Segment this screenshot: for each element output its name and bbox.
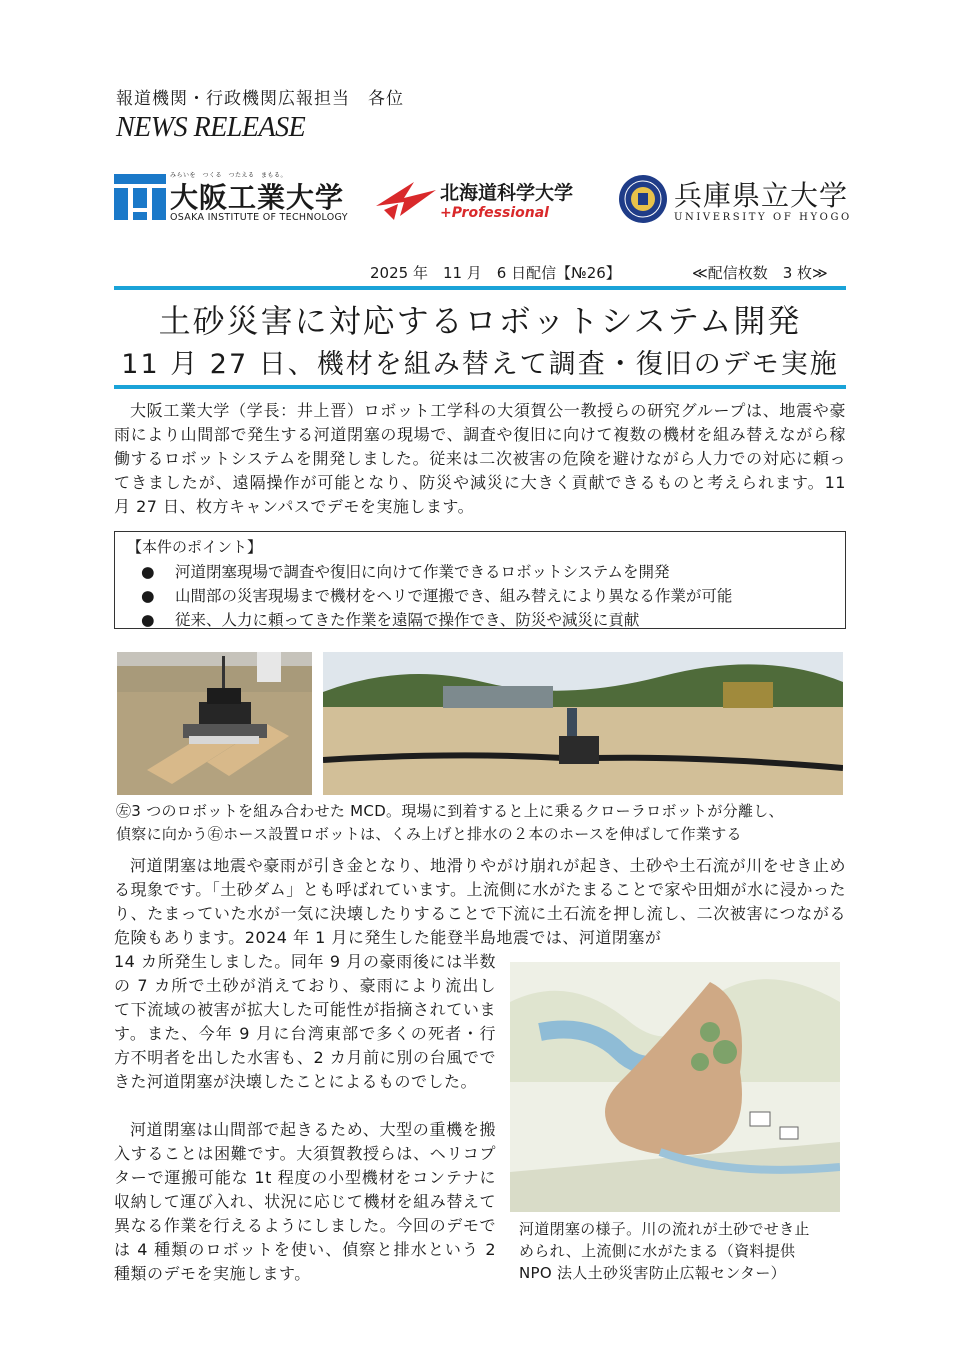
page-count: ≪配信枚数 3 枚≫ xyxy=(692,264,828,282)
intro-paragraph: 大阪工業大学（学長：井上晋）ロボット工学科の大須賀公一教授らの研究グループは、地震や豪雨により山間部で発生する河道閉塞の現場で、調査や復旧に向けて複数の機材を組み替えながら稼働するロボットシステムを開発しました。従来は二次被害の危険を避けながら人力での対応に頼ってきましたが、遠隔操作が可能となり、防災や減災に大きく貢献できるものと考えられます。11 月 27 日、枚方キャンパスでデモを実施します。 xyxy=(114,401,846,516)
body-paragraph-3: 河道閉塞は山間部で起きるため、大型の重機を搬入することは困難です。大須賀教授らは、ヘリコプターで運搬可能な 1t 程度の小型機材をコンテナに収納して運び入れ、状況に応じて機材を組み替えて異なる作業を行えるようにしました。今回のデモでは 4 種類のロボットを使い、偵察と排水という 2 種類のデモを実施します。 xyxy=(114,1120,496,1283)
oit-name-en: OSAKA INSTITUTE OF TECHNOLOGY xyxy=(170,212,348,223)
body-paragraph-1: 河道閉塞は地震や豪雨が引き金となり、地滑りやがけ崩れが起き、土砂や土石流が川をせき止める現象です。「土砂ダム」とも呼ばれています。上流側に水がたまることで家や田畑が水に浸かったり、たまっていた水が一気に決壊したりすることで下流に土石流を押し流し、二次被害につながる危険もあります。2024 年 1 月に発生した能登半島地震では、河道閉塞が xyxy=(114,856,846,947)
key-point-item: ● 河道閉塞現場で調査や復旧に向けて作業できるロボットシステムを開発 xyxy=(141,563,670,581)
hsu-sub: +Professional xyxy=(440,205,549,221)
hsu-bird-icon xyxy=(374,176,438,224)
landslide-dam-illustration xyxy=(510,962,840,1212)
bullet-icon: ● xyxy=(141,563,155,581)
body-paragraph-2: 14 カ所発生しました。同年 9 月の豪雨後には半数の 7 カ所で土砂が消えており、豪雨により流出して下流域の被害が拡大した可能性が指摘されています。また、今年 9 月に台湾東部で多くの死者・行方不明者を出した水害も、2 カ月前に別の台風でできた河道閉塞が決壊したことによるものでした。 xyxy=(114,952,496,1091)
title-rule-top xyxy=(114,286,846,290)
uh-name-en: UNIVERSITY OF HYOGO xyxy=(674,212,852,223)
bullet-icon: ● xyxy=(141,587,155,605)
key-point-item: ● 従来、人力に頼ってきた作業を遠隔で操作でき、防災や減災に貢献 xyxy=(141,611,640,629)
key-points-box xyxy=(114,531,846,629)
distribution-date: 2025 年 11 月 6 日配信【№26】 xyxy=(370,264,621,282)
news-release-heading: NEWS RELEASE xyxy=(116,112,306,143)
key-points-heading: 【本件のポイント】 xyxy=(127,538,263,556)
hsu-logo xyxy=(374,172,584,228)
oit-name: 大阪工業大学 xyxy=(170,181,345,214)
illustration-caption: 河道閉塞の様子。川の流れが土砂でせき止 められ、上流側に水がたまる（資料提供 NPO 法人土砂災害防止広報センター） xyxy=(519,1220,810,1282)
uh-logo xyxy=(618,172,852,228)
sub-title: 11 月 27 日、機材を組み替えて調査・復旧のデモ実施 xyxy=(121,349,839,380)
photo-caption: ㊧3 つのロボットを組み合わせた MCD。現場に到着すると上に乗るクローラロボットが分離し、 偵察に向かう㊨ホース設置ロボットは、くみ上げと排水の２本のホースを伸ばして作業する xyxy=(116,802,784,843)
oit-tagline: みらいを つくる つたえる まもる。 xyxy=(170,172,288,179)
hose-robot-photo xyxy=(323,652,843,795)
oit-logo xyxy=(114,170,354,226)
main-title: 土砂災害に対応するロボットシステム開発 xyxy=(158,302,802,340)
mcd-robot-photo xyxy=(117,652,312,795)
hsu-name: 北海道科学大学 xyxy=(440,182,574,204)
title-rule-bottom xyxy=(114,385,846,389)
addressee: 報道機関・行政機関広報担当 各位 xyxy=(116,89,404,109)
oit-mark-icon xyxy=(114,174,166,220)
key-point-item: ● 山間部の災害現場まで機材をヘリで運搬でき、組み替えにより異なる作業が可能 xyxy=(141,587,733,605)
uh-name: 兵庫県立大学 xyxy=(674,179,849,212)
uh-seal-icon xyxy=(618,174,668,224)
bullet-icon: ● xyxy=(141,611,155,629)
